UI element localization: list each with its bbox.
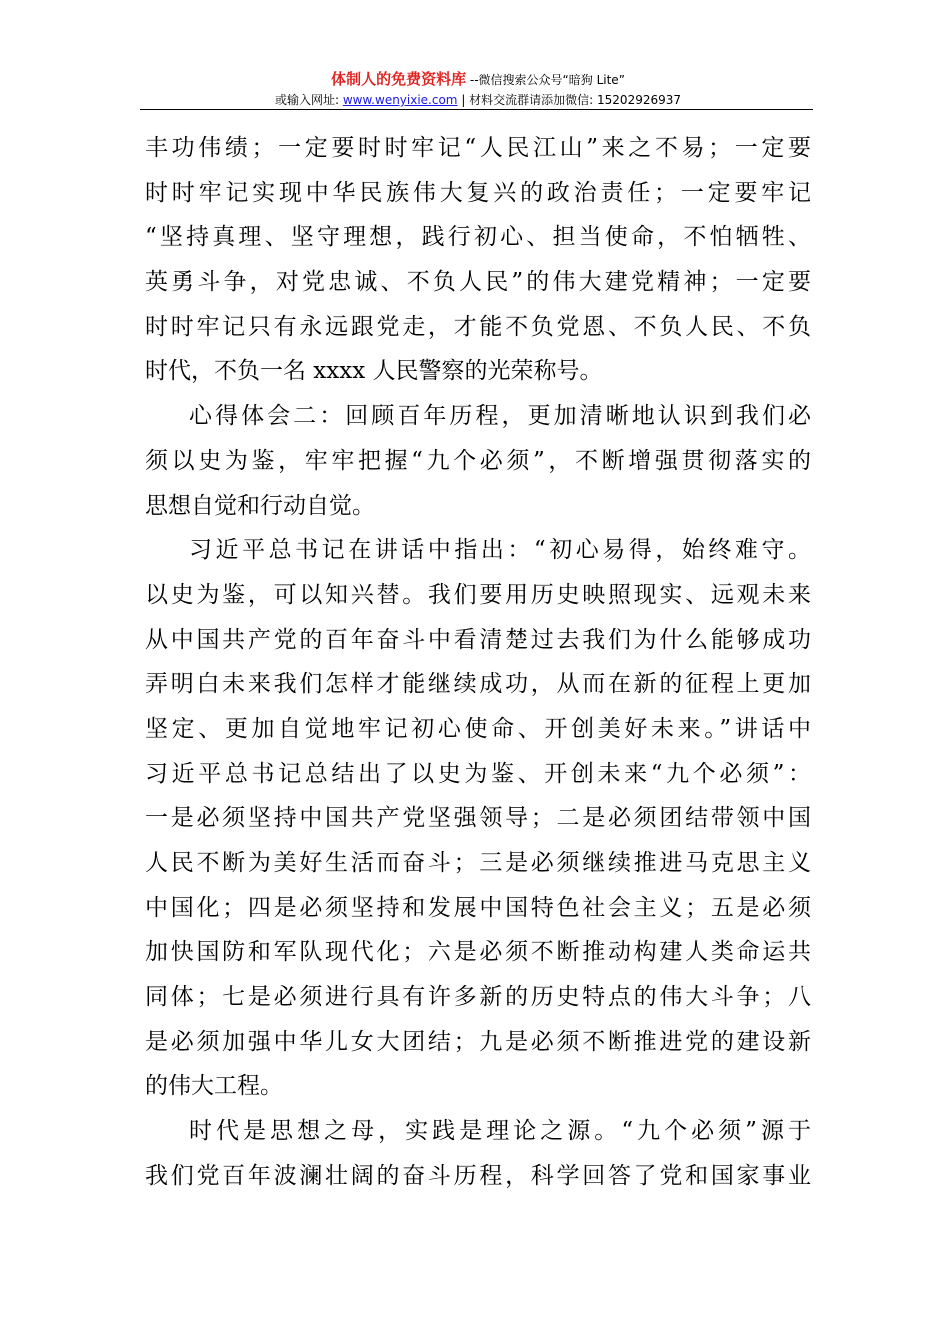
- header-website-link[interactable]: www.wenyixie.com: [342, 93, 458, 107]
- text-line: 心得体会二：回顾百年历程，更加清晰地认识到我们必: [189, 403, 811, 430]
- header-divider: [140, 109, 813, 110]
- text-line: 以史为鉴，可以知兴替。我们要用历史映照现实、远观未来: [145, 581, 811, 608]
- paragraph-3: [145, 528, 811, 1109]
- header-contact-suffix: | 材料交流群请添加微信: 15202926937: [457, 93, 682, 107]
- text-line: 一是必须坚持中国共产党坚强领导；二是必须团结带领中国: [145, 805, 811, 832]
- text-line: 同体；七是必须进行具有许多新的历史特点的伟大斗争；八: [145, 984, 811, 1011]
- paragraph-4: [145, 1109, 811, 1198]
- text-line: 习近平总书记在讲话中指出：“初心易得，始终难守。: [189, 537, 811, 564]
- text-line: 中国化；四是必须坚持和发展中国特色社会主义；五是必须: [145, 894, 811, 921]
- text-line: 的伟大工程。: [145, 1073, 283, 1100]
- text-line: 从中国共产党的百年奋斗中看清楚过去我们为什么能够成功: [145, 626, 811, 653]
- paragraph-1: [145, 126, 811, 394]
- text-line: 弄明白未来我们怎样才能继续成功，从而在新的征程上更加: [145, 671, 811, 698]
- text-line: “坚持真理、坚守理想，践行初心、担当使命，不怕牺牲、: [145, 224, 811, 251]
- document-body: [145, 126, 811, 1199]
- header-url-prefix: 或输入网址:: [274, 93, 343, 107]
- header-wechat-note: --微信搜索公众号“暗狗 Lite”: [466, 73, 625, 87]
- text-line: 英勇斗争，对党忠诚、不负人民”的伟大建党精神；一定要: [145, 269, 811, 296]
- text-line: 时时牢记只有永远跟党走，才能不负党恩、不负人民、不负: [145, 313, 811, 340]
- header-title-line: [145, 70, 811, 90]
- text-line: 习近平总书记总结出了以史为鉴、开创未来“九个必须”：: [145, 760, 811, 787]
- text-line: 须以史为鉴，牢牢把握“九个必须”，不断增强贯彻落实的: [145, 447, 811, 474]
- text-line: 时时牢记实现中华民族伟大复兴的政治责任；一定要牢记: [145, 179, 811, 206]
- page-header: [145, 70, 811, 109]
- header-contact-line: [145, 91, 811, 109]
- text-line: 是必须加强中华儿女大团结；九是必须不断推进党的建设新: [145, 1028, 811, 1055]
- text-line: 思想自觉和行动自觉。: [145, 492, 375, 519]
- text-line: 时代是思想之母，实践是理论之源。“九个必须”源于: [189, 1118, 811, 1145]
- paragraph-2: [145, 394, 811, 528]
- header-brand: 体制人的免费资料库: [331, 70, 467, 88]
- text-line: 丰功伟绩；一定要时时牢记“人民江山”来之不易；一定要: [145, 135, 811, 161]
- text-line: 人民不断为美好生活而奋斗；三是必须继续推进马克思主义: [145, 850, 811, 876]
- text-line: 时代，不负一名 xxxx 人民警察的光荣称号。: [145, 358, 603, 385]
- text-line: 坚定、更加自觉地牢记初心使命、开创美好未来。”讲话中: [145, 715, 811, 742]
- text-line: 我们党百年波澜壮阔的奋斗历程，科学回答了党和国家事业: [145, 1162, 811, 1189]
- text-line: 加快国防和军队现代化；六是必须不断推动构建人类命运共: [145, 939, 811, 966]
